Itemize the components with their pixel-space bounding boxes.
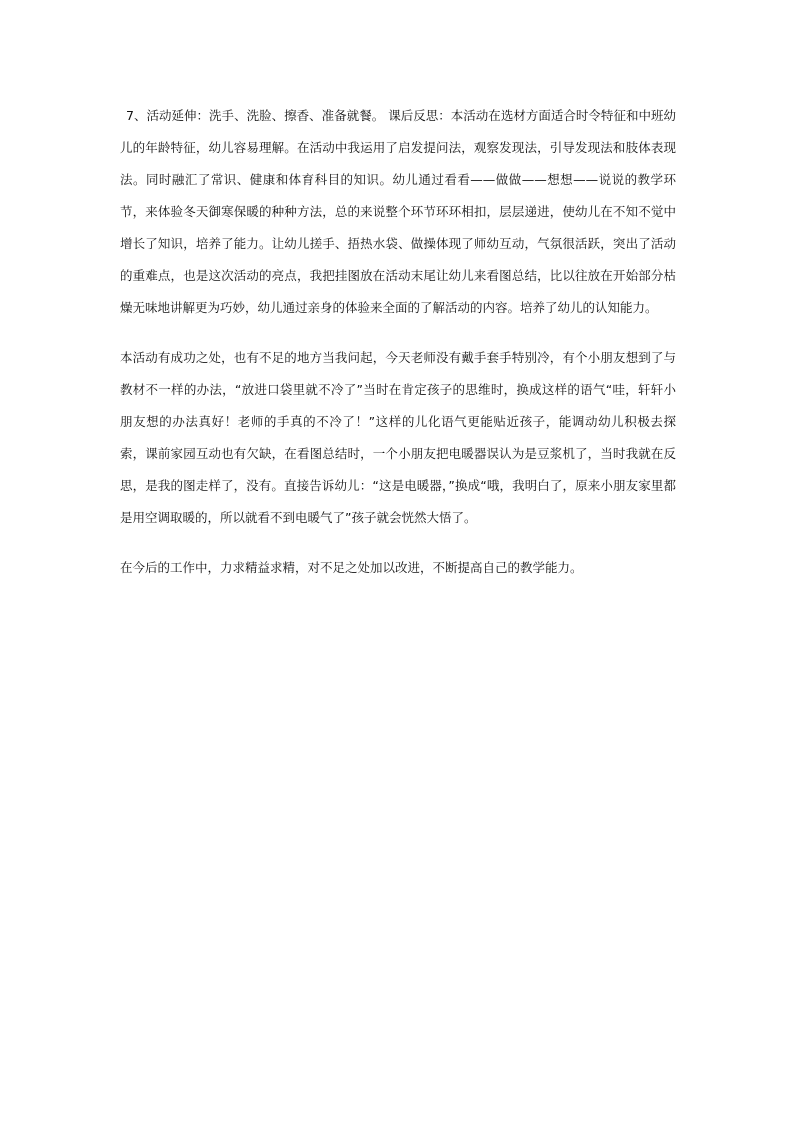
paragraph-gap [120,324,676,342]
paragraph-conclusion: 在今后的工作中，力求精益求精，对不足之处加以改进，不断提高自己的教学能力。 [120,560,583,575]
paragraph-gap [120,534,676,552]
paragraph-shortcomings: 本活动有成功之处，也有不足的地方当我问起，今天老师没有戴手套手特别冷，有个小朋友想到了与教材不一样的办法，“放进口袋里就不冷了”当时在肯定孩子的思维时，换成这样的语气“哇，轩轩小朋友想的办法真好！老师的手真的不冷了！”这样的儿化语气更能贴近孩子，能调动幼儿积极去探索，课前家园互动也有欠缺，在看图总结时，一个小朋友把电暖器误认为是豆浆机了，当时我就在反思，是我的图走样了，没有。直接告诉幼儿：“这是电暖器，”换成“哦，我明白了，原来小朋友家里都是用空调取暖的，所以就看不到电暖气了”孩子就会恍然大悟了。 [120,350,676,525]
paragraph-reflection: 7、活动延伸：洗手、洗脸、擦香、准备就餐。 课后反思：本活动在选材方面适合时令特征和中班幼儿的年龄特征，幼儿容易理解。在活动中我运用了启发提问法，观察发现法，引导发现法和肢体表现法。同时融汇了常识、健康和体育科目的知识。幼儿通过看看——做做——想想——说说的教学环节，来体验冬天御寒保暖的种种方法，总的来说整个环节环环相扣，层层递进，使幼儿在不知不觉中增长了知识，培养了能力。让幼儿搓手、捂热水袋、做操体现了师幼互动，气氛很活跃，突出了活动的重难点，也是这次活动的亮点，我把挂图放在活动末尾让幼儿来看图总结，比以往放在开始部分枯燥无味地讲解更为巧妙，幼儿通过亲身的体验来全面的了解活动的内容。培养了幼儿的认知能力。 [120,108,676,315]
document-body [120,100,676,584]
